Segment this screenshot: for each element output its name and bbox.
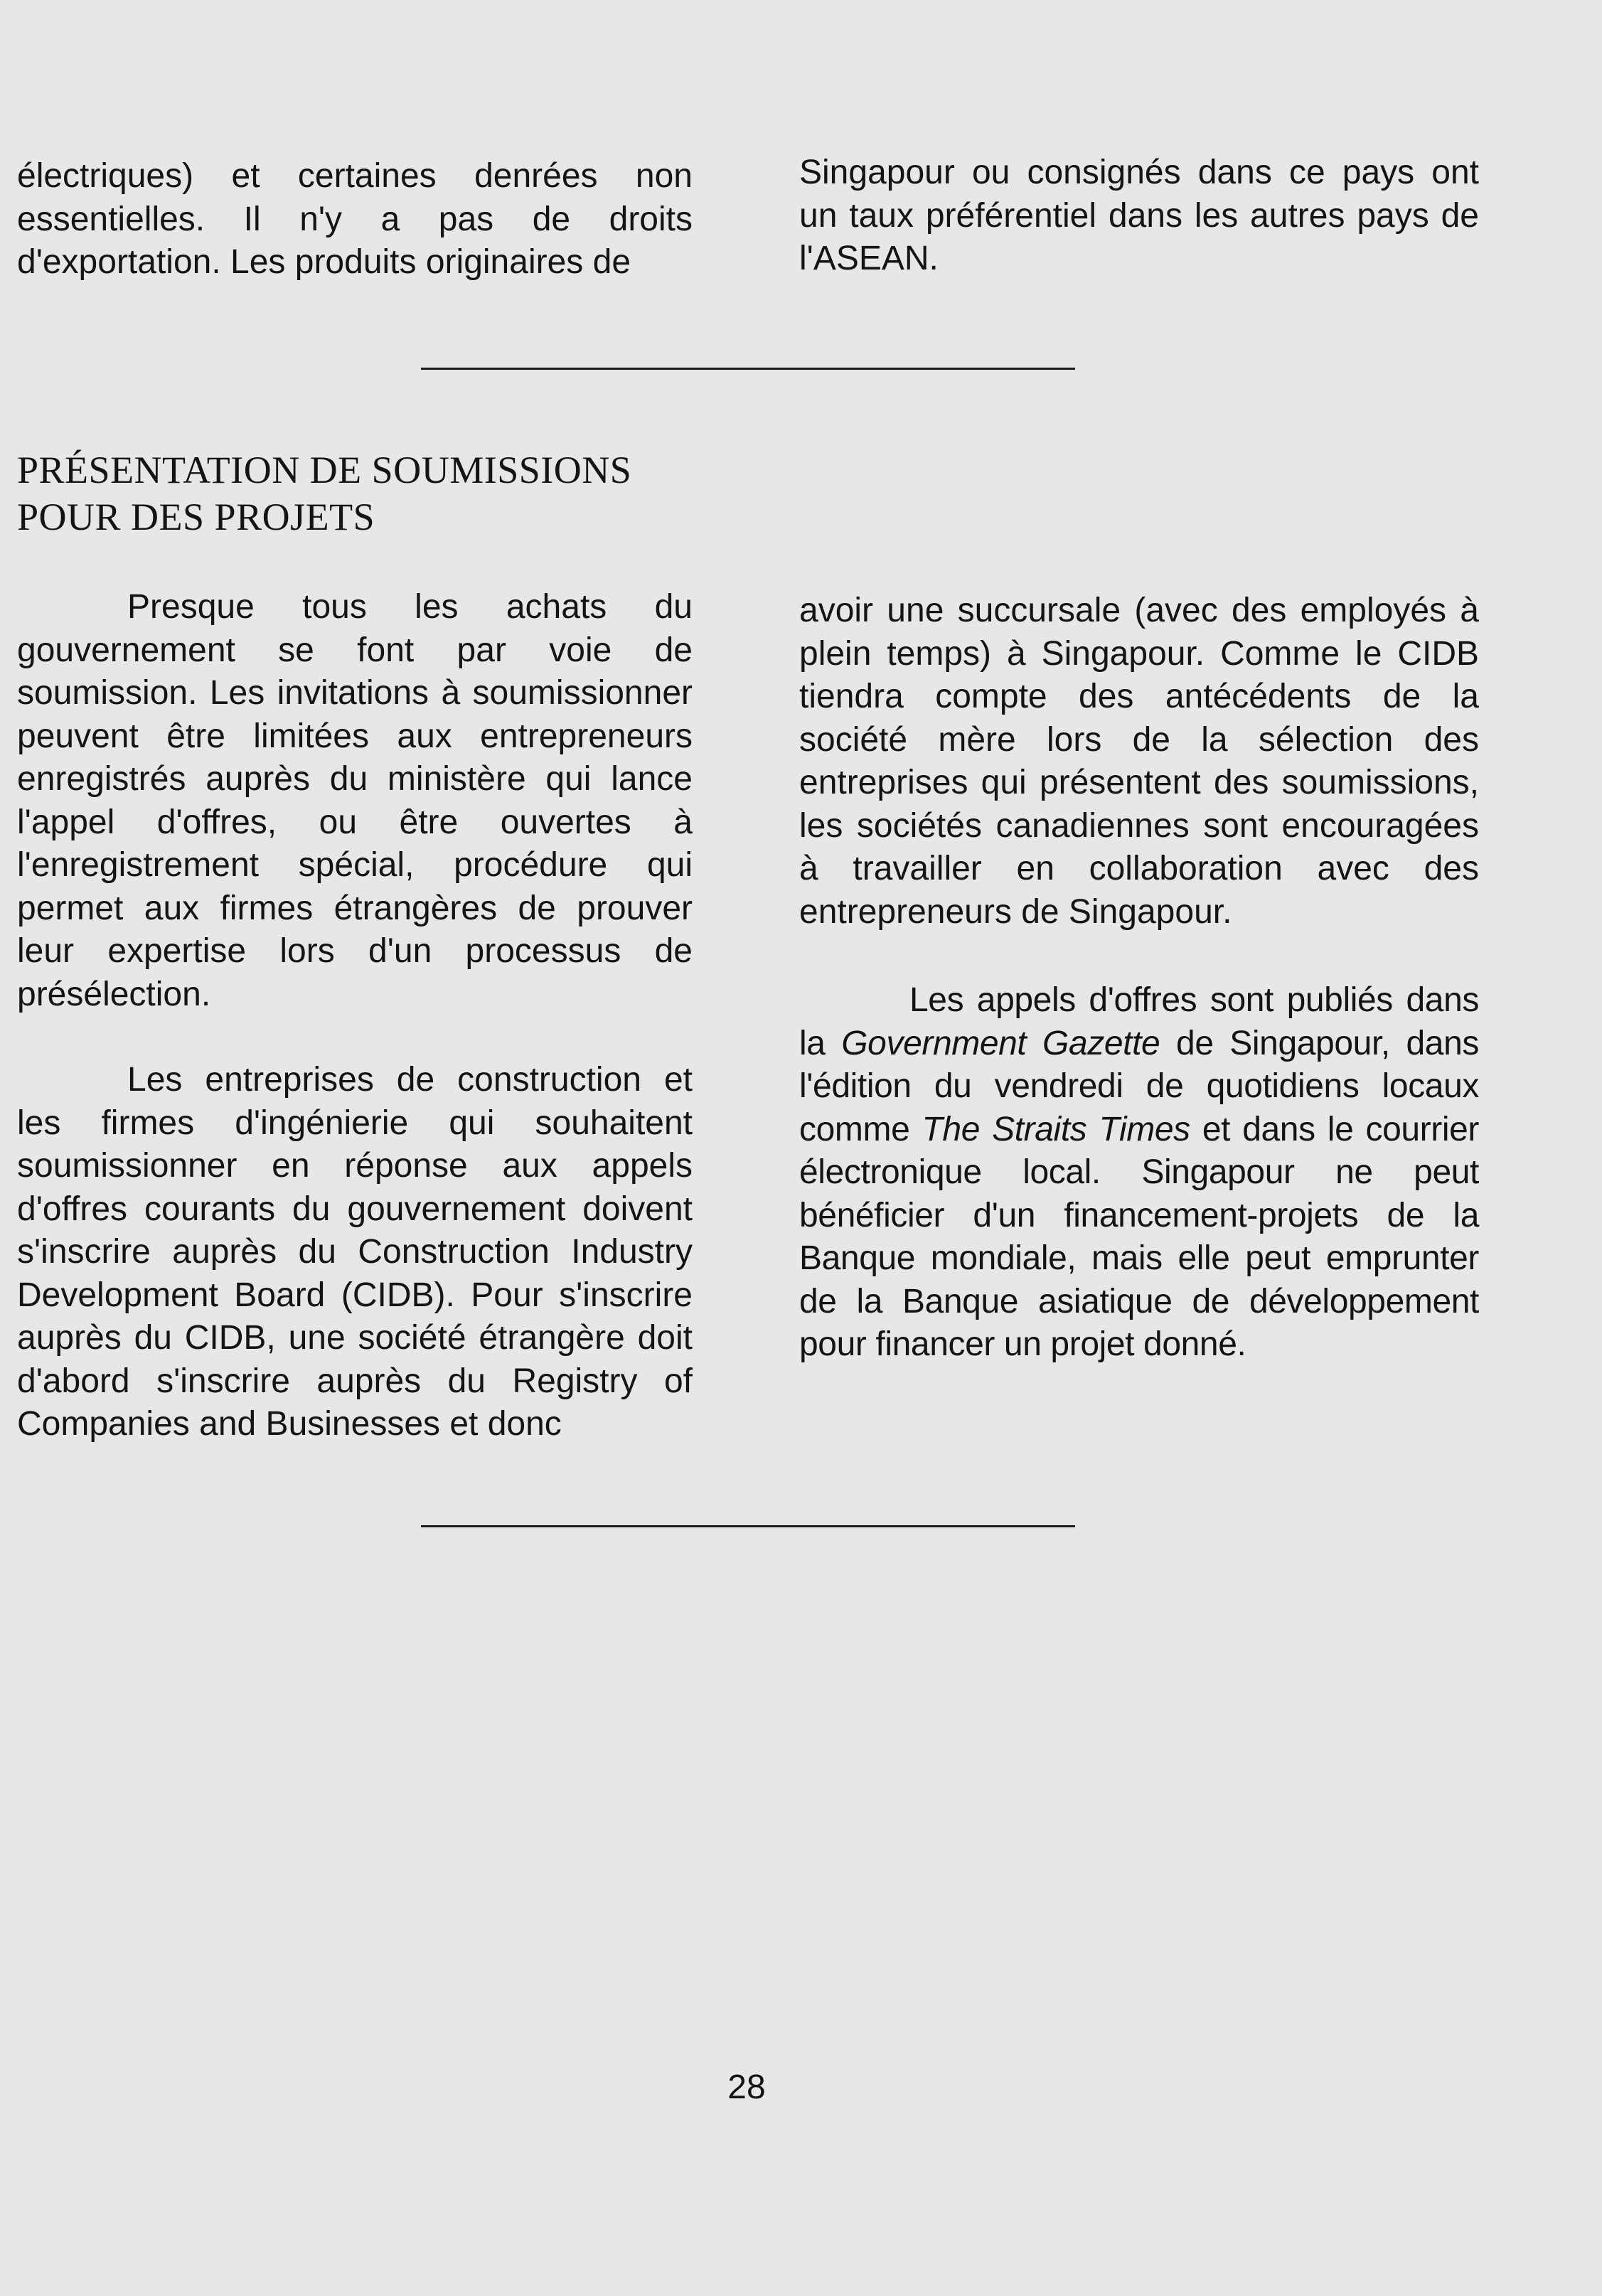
section-title [17, 447, 799, 540]
section-title-line2: POUR DES PROJETS [17, 496, 375, 538]
right-paragraph-2-text-a: Les appels d'offres sont publiés dans la [799, 981, 1479, 1062]
section-divider-top [421, 368, 1075, 370]
right-paragraph-2-text-c: et dans le courrier électronique local. Singapour ne peut bénéficier d'un financement-projets de la Banque mondiale, mais elle peut emprunter de la Banque asiatique de développement pour financer un projet donné. [799, 1110, 1479, 1363]
left-paragraph-1: Presque tous les achats du gouvernement se font par voie de soumission. Les invitations à soumissionner peuvent être limitées aux entrepreneurs enregistrés auprès du ministère qui lance l'appel d'offres, ou être ouvertes à l'enregistrement spécial, procédure qui permet aux firmes étrangères de prouver leur expertise lors d'un processus de présélection. [17, 588, 693, 1013]
right-paragraph-1: avoir une succursale (avec des employés à plein temps) à Singapour. Comme le CIDB tiendra compte des antécédents de la société mère lors de la sélection des entreprises qui présentent des soumissions, les sociétés canadiennes sont encouragées à travailler en collaboration avec des entrepreneurs de Singapour. [799, 592, 1479, 931]
section-title-line1: PRÉSENTATION DE SOUMISSIONS [17, 449, 632, 491]
top-right-paragraph: Singapour ou consignés dans ce pays ont un taux préférentiel dans les autres pays de l'ASEAN. [799, 154, 1479, 277]
left-paragraph-2: Les entreprises de construction et les firmes d'ingénierie qui souhaitent soumissionner en réponse aux appels d'offres courants du gouvernement doivent s'inscrire auprès du Construction Industry Development Board (CIDB). Pour s'inscrire auprès du CIDB, une société étrangère doit d'abord s'inscrire auprès du Registry of Companies and Businesses et donc [17, 1061, 693, 1443]
top-left-paragraph: électriques) et certaines denrées non essentielles. Il n'y a pas de droits d'exportation. Les produits originaires de [17, 157, 693, 281]
top-left-column [17, 155, 693, 284]
publication-straits-times: The Straits Times [922, 1110, 1190, 1148]
top-right-column [799, 151, 1479, 281]
publication-government-gazette: Government Gazette [841, 1024, 1160, 1062]
right-paragraph-2 [799, 979, 1479, 1367]
page-number: 28 [727, 2068, 766, 2106]
section-divider-bottom [421, 1525, 1075, 1527]
right-column [799, 589, 1479, 1367]
right-paragraph-2-text-b: de Singapour, dans l'édition du vendredi de quotidiens locaux comme [799, 1024, 1479, 1148]
left-column [17, 586, 693, 1446]
